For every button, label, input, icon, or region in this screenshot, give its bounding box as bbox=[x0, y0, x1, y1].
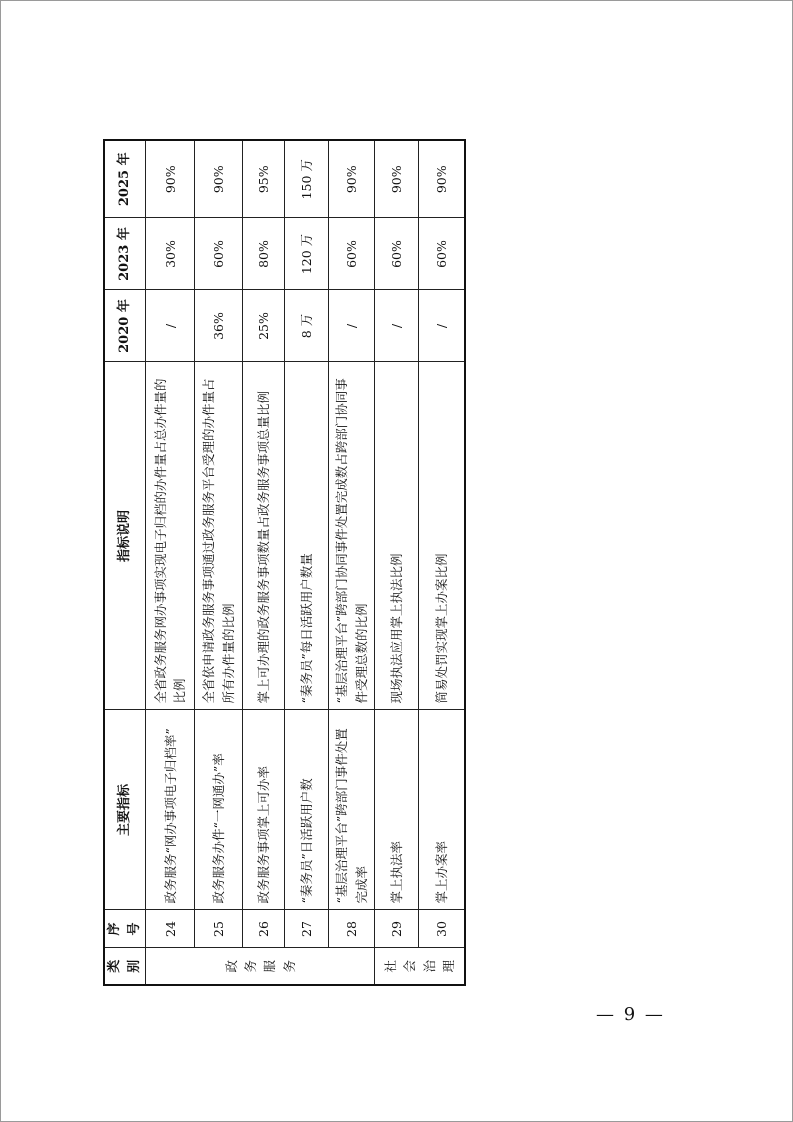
row-2023: 80% bbox=[243, 218, 285, 290]
row-description: 全省政务服务网办事项实现电子归档的办件量占总办件量的比例 bbox=[146, 362, 195, 710]
row-indicator: “秦务员”日活跃用户数 bbox=[285, 710, 329, 910]
category-gov-service: 政务服务 bbox=[146, 948, 375, 985]
category-social-governance: 社会治理 bbox=[375, 948, 465, 985]
row-2023: 30% bbox=[146, 218, 195, 290]
row-indicator: “基层治理平台”跨部门事件处置完成率 bbox=[329, 710, 375, 910]
row-indicator: 掌上执法率 bbox=[375, 710, 419, 910]
table-header-row bbox=[104, 140, 146, 985]
header-2023: 2023 年 bbox=[104, 218, 146, 290]
table-row bbox=[243, 140, 285, 985]
row-2023: 60% bbox=[195, 218, 243, 290]
page-number: — 9 — bbox=[596, 1004, 665, 1025]
row-2025: 90% bbox=[195, 140, 243, 218]
row-2020: / bbox=[146, 290, 195, 362]
row-no: 29 bbox=[375, 910, 419, 948]
header-index: 序号 bbox=[104, 910, 146, 948]
row-description: 简易处罚实现掌上办案比例 bbox=[419, 362, 465, 710]
row-2023: 60% bbox=[329, 218, 375, 290]
header-2020: 2020 年 bbox=[104, 290, 146, 362]
header-category: 类别 bbox=[104, 948, 146, 985]
table-row bbox=[329, 140, 375, 985]
indicator-table bbox=[103, 139, 466, 986]
row-no: 28 bbox=[329, 910, 375, 948]
row-indicator: 政务服务“网办事项电子归档率” bbox=[146, 710, 195, 910]
row-description: 全省依申请政务服务事项通过政务服务平台受理的办件量占所有办件量的比例 bbox=[195, 362, 243, 710]
row-2025: 90% bbox=[419, 140, 465, 218]
header-description: 指标说明 bbox=[104, 362, 146, 710]
row-no: 25 bbox=[195, 910, 243, 948]
row-no: 24 bbox=[146, 910, 195, 948]
row-description: “秦务员”每日活跃用户数量 bbox=[285, 362, 329, 710]
row-2023: 120 万 bbox=[285, 218, 329, 290]
row-no: 30 bbox=[419, 910, 465, 948]
row-description: 掌上可办理的政务服务事项数量占政务服务事项总量比例 bbox=[243, 362, 285, 710]
row-2025: 90% bbox=[329, 140, 375, 218]
row-2020: / bbox=[375, 290, 419, 362]
row-description: 现场执法应用掌上执法比例 bbox=[375, 362, 419, 710]
row-indicator: 政务服务办件“一网通办”率 bbox=[195, 710, 243, 910]
row-indicator: 掌上办案率 bbox=[419, 710, 465, 910]
row-2025: 90% bbox=[375, 140, 419, 218]
row-2020: 8 万 bbox=[285, 290, 329, 362]
row-2023: 60% bbox=[419, 218, 465, 290]
row-2025: 90% bbox=[146, 140, 195, 218]
header-indicator: 主要指标 bbox=[104, 710, 146, 910]
row-2020: / bbox=[419, 290, 465, 362]
rotated-table-container bbox=[103, 141, 458, 986]
table-row bbox=[146, 140, 195, 985]
row-2020: 36% bbox=[195, 290, 243, 362]
row-2025: 150 万 bbox=[285, 140, 329, 218]
row-description: “基层治理平台”跨部门协同事件处置完成数占跨部门协同事件受理总数的比例 bbox=[329, 362, 375, 710]
row-2020: 25% bbox=[243, 290, 285, 362]
table-row bbox=[195, 140, 243, 985]
row-2023: 60% bbox=[375, 218, 419, 290]
header-2025: 2025 年 bbox=[104, 140, 146, 218]
table-row bbox=[285, 140, 329, 985]
table-row bbox=[419, 140, 465, 985]
row-2020: / bbox=[329, 290, 375, 362]
row-no: 27 bbox=[285, 910, 329, 948]
row-no: 26 bbox=[243, 910, 285, 948]
table-row bbox=[375, 140, 419, 985]
row-2025: 95% bbox=[243, 140, 285, 218]
row-indicator: 政务服务事项掌上可办率 bbox=[243, 710, 285, 910]
